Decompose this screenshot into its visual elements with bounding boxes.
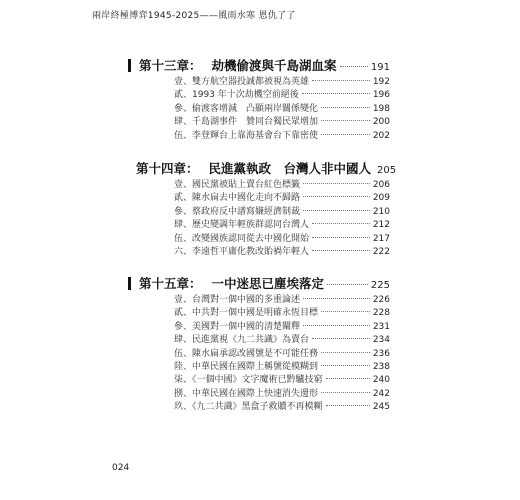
toc-entry-page: 202 (372, 130, 390, 141)
chapter-heading (128, 159, 397, 177)
dot-leader (326, 378, 370, 379)
page-number: 024 (112, 463, 130, 473)
dot-leader (312, 338, 370, 339)
toc-entry-text: 玖、《九二共識》黑盒子救贖不再模糊 (174, 402, 323, 413)
chapter-marker-bar (128, 59, 131, 72)
toc-entry-text: 參、蔡政府反中譜寫嫌經濟制裁 (174, 206, 301, 217)
toc-entry (174, 217, 390, 230)
dot-leader (321, 352, 370, 353)
chapter-15 (128, 274, 390, 413)
toc-entry (174, 114, 390, 127)
chapter-label: 第十三章： (139, 58, 202, 73)
toc-entry (174, 244, 390, 257)
chapter-13 (128, 56, 390, 141)
toc-entry (174, 177, 390, 190)
toc-entry (174, 292, 390, 305)
toc-entry-text: 陸、中華民國在國際上稱號從模糊到 (174, 361, 319, 372)
dot-leader (302, 93, 370, 94)
toc-entry-text: 柒、《一個中國》文字魔術已黔驢技窮 (174, 375, 323, 386)
toc-entry-text: 伍、改變國族認同從去中國化開始 (174, 233, 310, 244)
toc-entry-page: 206 (372, 180, 390, 190)
dot-leader (312, 237, 370, 238)
toc-entry (174, 128, 390, 141)
toc-entry-page: 209 (372, 193, 390, 204)
toc-entry-page: 192 (372, 77, 390, 87)
toc-entry (174, 399, 390, 412)
toc-entry-page: 228 (372, 308, 390, 319)
toc-entry-page: 238 (372, 361, 390, 372)
toc-entry-text: 捌、中華民國在國際上快速消失邊形 (174, 388, 319, 399)
toc-entry-page: 234 (372, 335, 390, 346)
toc-entry-page: 217 (372, 233, 390, 244)
dot-leader (321, 134, 370, 135)
dot-leader (303, 210, 370, 211)
chapter-marker-bar (128, 277, 131, 290)
toc-entry-text: 貳、1993 年十次劫機空前絕後 (174, 90, 299, 101)
chapter-heading (128, 56, 390, 74)
toc-entry (174, 74, 390, 87)
chapter-page: 225 (370, 280, 390, 291)
chapter-heading (128, 274, 390, 292)
dot-leader (303, 183, 370, 184)
chapter-label: 第十五章： (139, 276, 202, 291)
toc-entry (174, 101, 390, 114)
toc-entry-text: 參、美國對一個中國的清楚闡釋 (174, 321, 301, 332)
dot-leader (321, 107, 370, 108)
toc-entry (174, 332, 390, 345)
toc-entry (174, 359, 390, 372)
toc-entry-text: 肆、民進黨視《九二共識》為賣台 (174, 335, 310, 346)
toc-entry (174, 87, 390, 100)
chapter-title: 劫機偷渡與千島湖血案 (211, 58, 337, 73)
dot-leader (312, 223, 370, 224)
dot-leader (303, 325, 370, 326)
toc-entry (174, 204, 390, 217)
dot-leader (321, 365, 370, 366)
toc-entry-text: 參、偷渡客增減 凸顯兩岸關係變化 (174, 103, 319, 114)
toc-entry (174, 319, 390, 332)
toc-entry (174, 231, 390, 244)
toc-entry-text: 貳、中共對一個中國是明確永恆目標 (174, 308, 319, 319)
toc-entry-text: 六、李遠哲平庸化教改貽禍年輕人 (174, 246, 310, 257)
dot-leader (321, 120, 370, 121)
toc-entry-page: 240 (372, 375, 390, 386)
toc-entry-page: 212 (372, 220, 390, 231)
chapter-label: 第十四章： (136, 161, 199, 176)
dot-leader (321, 311, 370, 312)
dot-leader (303, 196, 370, 197)
toc-entry-text: 壹、台灣對一個中國的多重論述 (174, 295, 301, 305)
dot-leader (303, 298, 370, 299)
toc-entry-page: 236 (372, 348, 390, 359)
toc-entry-page: 198 (372, 103, 390, 114)
toc-entry-text: 伍、陳水扁承認改國號是不可能任務 (174, 348, 319, 359)
toc-entry-text: 壹、雙方航空器投誠都被視為英雄 (174, 77, 310, 87)
chapter-page: 205 (377, 165, 397, 176)
dot-leader (312, 80, 370, 81)
toc-entry (174, 386, 390, 399)
dot-leader (326, 405, 370, 406)
running-header: 兩岸終極博弈1945-2025——風雨水寒 恩仇了了 (92, 11, 296, 21)
toc-entry (174, 190, 390, 203)
toc-entry-page: 200 (372, 117, 390, 128)
toc-entry-text: 肆、千島湖事件 贊同台獨民眾增加 (174, 117, 319, 128)
toc-entry-text: 壹、國民黨被貼上賣台紅色標籤 (174, 180, 301, 190)
toc-entry-page: 226 (372, 295, 390, 305)
toc-entry-page: 210 (372, 206, 390, 217)
toc-entry-page: 231 (372, 321, 390, 332)
toc-entry-page: 245 (372, 402, 390, 413)
toc-entry-text: 伍、李登輝台上靠海基會台下靠密使 (174, 130, 319, 141)
dot-leader (327, 284, 368, 285)
chapter-14 (128, 159, 397, 257)
dot-leader (321, 392, 370, 393)
toc-entry (174, 305, 390, 318)
chapter-page: 191 (370, 62, 390, 73)
chapter-title: 民進黨執政 台灣人非中國人 (208, 161, 372, 176)
dot-leader (312, 250, 370, 251)
toc-entry-page: 242 (372, 388, 390, 399)
chapter-title: 一中迷思已塵埃落定 (211, 276, 325, 291)
toc-entry-page: 196 (372, 90, 390, 101)
toc-entry-text: 貳、陳水扁去中國化走向不歸路 (174, 193, 301, 204)
toc-entry (174, 346, 390, 359)
toc-entry (174, 372, 390, 385)
toc-entry-text: 肆、歷史變調年輕族群認同台灣人 (174, 220, 310, 231)
toc-entry-page: 222 (372, 246, 390, 257)
dot-leader (340, 66, 368, 67)
